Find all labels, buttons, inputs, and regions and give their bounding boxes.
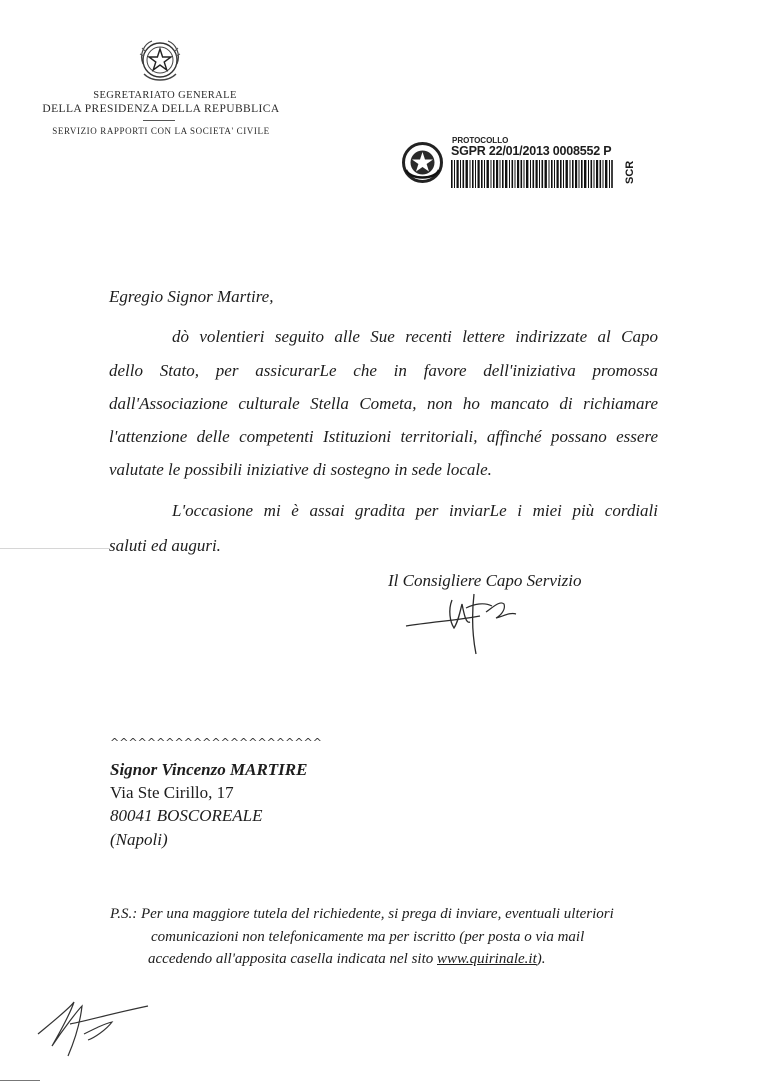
- protocol-office-code: SCR: [624, 160, 636, 184]
- signoff: Il Consigliere Capo Servizio: [388, 571, 582, 590]
- page-edge-line: [0, 1080, 40, 1081]
- protocol-emblem-icon: [400, 140, 445, 185]
- protocol-label: PROTOCOLLO: [452, 136, 509, 145]
- recipient-province: (Napoli): [110, 830, 168, 849]
- salutation: Egregio Signor Martire,: [109, 287, 274, 306]
- letterhead-line2: DELLA PRESIDENZA DELLA REPUBBLICA: [42, 103, 280, 115]
- barcode-icon: [451, 160, 613, 188]
- paragraph1-line5: valutate le possibili iniziative di sostegno in sede locale.: [109, 460, 492, 479]
- postscript-line2: comunicazioni non telefonicamente ma per iscritto (per posta o via mail: [151, 929, 585, 945]
- postscript-line1: P.S.: Per una maggiore tutela del richiedente, si prega di inviare, eventuali ulteriori: [110, 906, 614, 922]
- paragraph1-line4: l'attenzione delle competenti Istituzioni territoriali, affinché possano essere: [109, 427, 658, 446]
- paragraph1-line2: dello Stato, per assicurarLe che in favore dell'iniziativa promossa: [109, 361, 658, 380]
- paragraph2-line1: L'occasione mi è assai gradita per inviarLe i miei più cordiali: [172, 501, 658, 520]
- handwritten-signature: [400, 582, 530, 657]
- paragraph1-line3: dall'Associazione culturale Stella Cometa, non ho mancato di richiamare: [109, 394, 658, 413]
- postscript-line3: [148, 951, 545, 968]
- paragraph1-line1: dò volentieri seguito alle Sue recenti lettere indirizzate al Capo: [172, 327, 658, 346]
- scan-artifact-line: [0, 548, 110, 549]
- italian-republic-emblem-icon: [134, 34, 186, 86]
- letterhead-line1: SEGRETARIATO GENERALE: [93, 90, 237, 101]
- handwritten-initials: [30, 994, 160, 1064]
- protocol-number: SGPR 22/01/2013 0008552 P: [451, 144, 612, 158]
- recipient-street: Via Ste Cirillo, 17: [110, 783, 234, 802]
- postscript-line3-prefix: accedendo all'apposita casella indicata nel sito: [148, 951, 437, 967]
- letterhead-line3: SERVIZIO RAPPORTI CON LA SOCIETA' CIVILE: [52, 126, 270, 136]
- letterhead-divider: [143, 120, 175, 121]
- recipient-city: 80041 BOSCOREALE: [110, 806, 263, 825]
- separator-carets: ^^^^^^^^^^^^^^^^^^^^^^^: [110, 736, 322, 749]
- paragraph2-line2: saluti ed auguri.: [109, 536, 221, 555]
- quirinale-website-link[interactable]: www.quirinale.it: [437, 951, 537, 967]
- postscript-line3-suffix: ).: [536, 951, 546, 967]
- recipient-name: Signor Vincenzo MARTIRE: [110, 760, 308, 779]
